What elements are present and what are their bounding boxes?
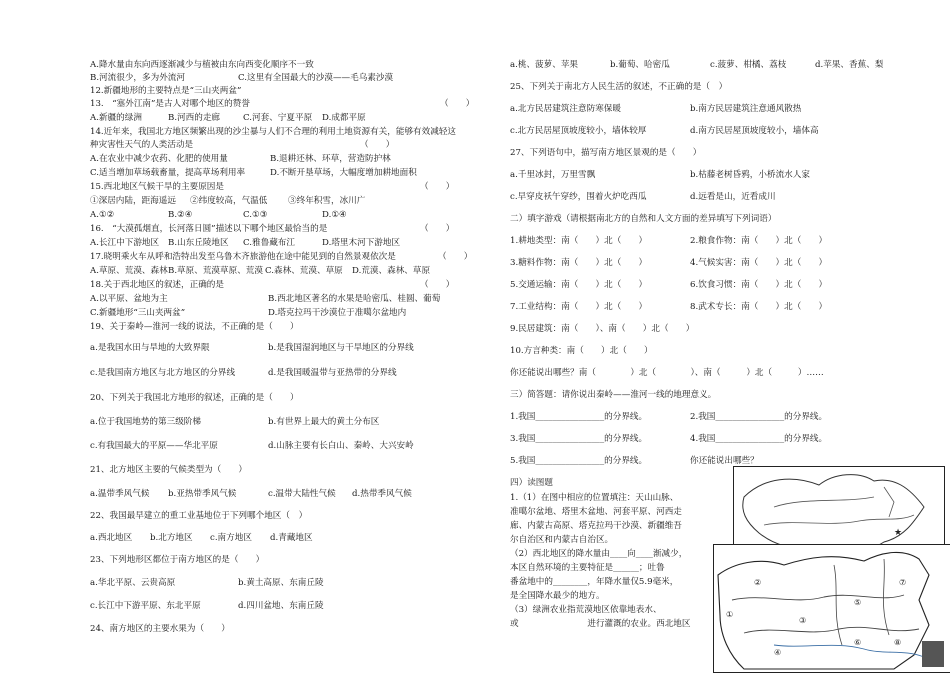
text-segment: 种灾害性天气的人类活动是 — [90, 140, 194, 150]
text-segment: D.塔里木河下游地区 — [322, 238, 401, 248]
text-segment: 4.气候实害：南（ ）北（ ） — [690, 258, 828, 268]
text-segment: 本区自然环境的主要特征是______；吐鲁 — [510, 563, 665, 573]
text-segment: ②纬度较高，气温低 — [190, 196, 268, 206]
text-segment: c.有我国最大的平原——华北平原 — [90, 441, 218, 451]
map-number-label: ④ — [774, 648, 782, 657]
text-segment: 7.工业结构：南（ ）北（ ） — [510, 302, 648, 312]
text-segment: 6.饮食习惯：南（ ）北（ ） — [690, 280, 828, 290]
text-segment: 你还能说出哪些？南（ ）北（ ）、南（ ）北（ ）…… — [510, 368, 824, 378]
text-segment: 或 进行灌溉的农业。西北地区 — [510, 619, 691, 629]
text-segment: a.华北平原、云贵高原 — [90, 578, 176, 588]
text-segment: d.远看是山，近看成川 — [690, 192, 776, 202]
text-segment: 你还能说出哪些？ — [690, 456, 759, 466]
text-segment: D.不断开垦草场，大幅度增加耕地面积 — [270, 168, 417, 178]
text-segment: 17.晓明乘火车从呼和浩特出发至乌鲁木齐旅游他在途中能见到的自然景观依次是 — [90, 252, 396, 262]
text-segment: c.温带大陆性气候 — [268, 489, 336, 499]
text-segment: 12.新疆地形的主要特点是“三山夹两盆” — [90, 86, 242, 96]
text-segment: C.雅鲁藏布江 — [243, 238, 295, 248]
text-segment: （ ） — [420, 224, 455, 234]
text-segment: 2.粮食作物：南（ ）北（ ） — [690, 236, 828, 246]
text-segment: d.山脉主要有长白山、秦岭、大兴安岭 — [268, 441, 414, 451]
text-segment: 二）填字游戏（请根据南北方的自然和人文方面的差异填写下列词语） — [510, 214, 777, 224]
text-segment: A.草原、荒漠、森林 — [90, 266, 168, 276]
text-segment: （ ） — [420, 182, 455, 192]
text-segment: 番盆地中的________，年降水量仅5.9毫米， — [510, 577, 679, 587]
text-segment: B.②④ — [168, 210, 193, 220]
text-segment: （ ） — [360, 140, 395, 150]
text-segment: C.适当增加草场载畜量，提高草场利用率 — [90, 168, 246, 178]
text-segment: 1.（1）在图中相应的位置填注：天山山脉、 — [510, 493, 679, 503]
text-segment: （ ） — [440, 99, 475, 109]
text-segment: B.西北地区著名的水果是哈密瓜、桂圆、葡萄 — [268, 294, 441, 304]
text-segment: D.①④ — [322, 210, 347, 220]
map-number-label: ① — [726, 610, 734, 619]
text-segment: d.是我国暖温带与亚热带的分界线 — [268, 368, 397, 378]
text-segment: 5.我国________________的分界线。 — [510, 456, 648, 466]
text-segment: B.山东丘陵地区 — [168, 238, 229, 248]
text-segment: b.葡萄、哈密瓜 — [610, 60, 670, 70]
text-segment: a.是我国水田与旱地的大致界限 — [90, 343, 210, 353]
text-segment: 27、下列语句中，描写南方地区景观的是（ ） — [510, 148, 702, 158]
text-segment: 19、关于秦岭—淮河一线的说法，不正确的是（ ） — [90, 322, 299, 332]
text-segment: 15.西北地区气候干旱的主要原因是 — [90, 182, 224, 192]
text-segment: a.千里冰封，万里雪飘 — [510, 170, 596, 180]
text-segment: D.成都平原 — [322, 113, 366, 123]
svg-text:★: ★ — [894, 528, 903, 538]
text-segment: 准噶尔盆地、塔里木盆地、河套平原、河西走 — [510, 507, 682, 517]
text-segment: b.是我国湿润地区与干旱地区的分界线 — [268, 343, 414, 353]
text-segment: （ ） — [420, 280, 455, 290]
text-segment: A.以平原、盆地为主 — [90, 294, 168, 304]
text-segment: b.北方地区 — [150, 533, 193, 543]
text-segment: a.西北地区 — [90, 533, 133, 543]
text-segment: d.四川盆地、东南丘陵 — [238, 601, 324, 611]
text-segment: B.草原、荒漠草原、荒漠 — [168, 266, 263, 276]
map-number-label: ⑦ — [899, 578, 907, 587]
text-segment: 14.近年来，我国北方地区频繁出现的沙尘暴与人们不合理的利用土地资源有关，能够有效减轻这 — [90, 127, 457, 137]
map-number-label: ⑥ — [854, 638, 862, 647]
text-segment: 四）读图题 — [510, 478, 553, 488]
text-segment: d.青藏地区 — [270, 533, 313, 543]
text-segment: C.森林、荒漠、草原 — [265, 266, 343, 276]
text-segment: 3.我国________________的分界线。 — [510, 434, 648, 444]
text-segment: （3）绿洲农业指荒漠地区依靠地表水、 — [510, 605, 662, 615]
text-segment: d.苹果、香蕉、梨 — [815, 60, 884, 70]
text-segment: c.早穿皮袄午穿纱，围着火炉吃西瓜 — [510, 192, 647, 202]
text-segment: 16. “大漠孤烟直，长河落日圆”描述以下哪个地区最恰当的是 — [90, 224, 328, 234]
text-segment: D.荒漠、森林、草原 — [352, 266, 431, 276]
text-segment: d.热带季风气候 — [352, 489, 412, 499]
map-number-label: ③ — [799, 616, 807, 625]
text-segment: A.长江中下游地区 — [90, 238, 160, 248]
text-segment: B.河流很少，多为外流河 — [90, 73, 185, 83]
text-segment: 21、北方地区主要的气候类型为（ ） — [90, 465, 248, 475]
text-segment: A.①② — [90, 210, 115, 220]
text-segment: B.河西的走廊 — [168, 113, 221, 123]
text-segment: C.河套、宁夏平原 — [243, 113, 313, 123]
china-northern-region-map — [713, 544, 950, 673]
text-segment: a.北方民居建筑注意防寒保暖 — [510, 104, 621, 114]
text-segment: 1.我国________________的分界线。 — [510, 412, 648, 422]
text-segment: C.①③ — [243, 210, 268, 220]
text-segment: b.枯藤老树昏鸦，小桥流水人家 — [690, 170, 810, 180]
text-segment: 25、下列关于南北方人民生活的叙述，不正确的是（ ） — [510, 82, 728, 92]
text-segment: 23、下列地形区都位于南方地区的是（ ） — [90, 555, 265, 565]
text-segment: b.南方民居建筑注意通风散热 — [690, 104, 802, 114]
text-segment: a.位于我国地势的第三级阶梯 — [90, 417, 201, 427]
text-segment: 廊、内蒙古高原、塔克拉玛干沙漠、新疆维吾 — [510, 521, 682, 531]
text-segment: d.南方民居屋顶坡度较小，墙体高 — [690, 126, 819, 136]
text-segment: 4.我国________________的分界线。 — [690, 434, 828, 444]
text-segment: 尔自治区和内蒙古自治区。 — [510, 535, 614, 545]
text-segment: 5.交通运输：南（ ）北（ ） — [510, 280, 648, 290]
text-segment: C.新疆地形“三山夹两盆” — [90, 308, 186, 318]
map-number-label: ⑤ — [854, 598, 862, 607]
text-segment: b.黄土高原、东南丘陵 — [238, 578, 324, 588]
text-segment: 10.方言种类：南（ ）北（ ） — [510, 346, 653, 356]
text-segment: 2.我国________________的分界线。 — [690, 412, 828, 422]
text-segment: 24、南方地区的主要水果为（ ） — [90, 624, 230, 634]
text-segment: 9.民居建筑：南（ ）、南（ ）北（ ） — [510, 324, 695, 334]
text-segment: 8.武术专长：南（ ）北（ ） — [690, 302, 828, 312]
map-number-label: ⑧ — [894, 638, 902, 647]
text-segment: c.长江中下游平原、东北平原 — [90, 601, 201, 611]
text-segment: A.新疆的绿洲 — [90, 113, 142, 123]
text-segment: ①深居内陆，距海遥远 — [90, 196, 176, 206]
text-segment: b.有世界上最大的黄土分布区 — [268, 417, 380, 427]
text-segment: b.亚热带季风气候 — [168, 489, 237, 499]
text-segment: c.是我国南方地区与北方地区的分界线 — [90, 368, 236, 378]
text-segment: 三）简答题：请你说出秦岭——淮河一线的地理意义。 — [510, 390, 717, 400]
text-segment: A.在农业中减少农药、化肥的使用量 — [90, 154, 228, 164]
text-segment: 是全国降水最少的地方。 — [510, 591, 605, 601]
text-segment: C.这里有全国最大的沙漠——毛乌素沙漠 — [238, 73, 394, 83]
text-segment: c.南方地区 — [210, 533, 252, 543]
text-segment: A.降水量由东向西逐渐减少与植被由东向西变化顺序不一致 — [90, 60, 314, 70]
text-segment: a.桃、菠萝、苹果 — [510, 60, 579, 70]
text-segment: 3.糖料作物：南（ ）北（ ） — [510, 258, 648, 268]
text-segment: c.北方民居屋顶坡度较小，墙体较厚 — [510, 126, 647, 136]
text-segment: 13. “塞外江南”是古人对哪个地区的赞誉 — [90, 99, 250, 109]
text-segment: c.菠萝、柑橘、荔枝 — [710, 60, 787, 70]
text-segment: a.温带季风气候 — [90, 489, 150, 499]
text-segment: （ ） — [438, 252, 473, 262]
map-number-label: ② — [754, 578, 762, 587]
text-segment: 18.关于西北地区的叙述，正确的是 — [90, 280, 224, 290]
text-segment: D.塔克拉玛干沙漠位于准噶尔盆地内 — [268, 308, 407, 318]
text-segment: B.退耕还林、环草，营造防护林 — [270, 154, 391, 164]
text-segment: 20、下列关于我国北方地形的叙述，正确的是（ ） — [90, 393, 299, 403]
text-segment: 1.耕地类型：南（ ）北（ ） — [510, 236, 648, 246]
text-segment: （2）西北地区的降水量由____向____渐减少， — [510, 549, 688, 559]
text-segment: 22、我国最早建立的重工业基地位于下列哪个地区（ ） — [90, 511, 308, 521]
text-segment: ③终年积雪，冰川广 — [288, 196, 366, 206]
